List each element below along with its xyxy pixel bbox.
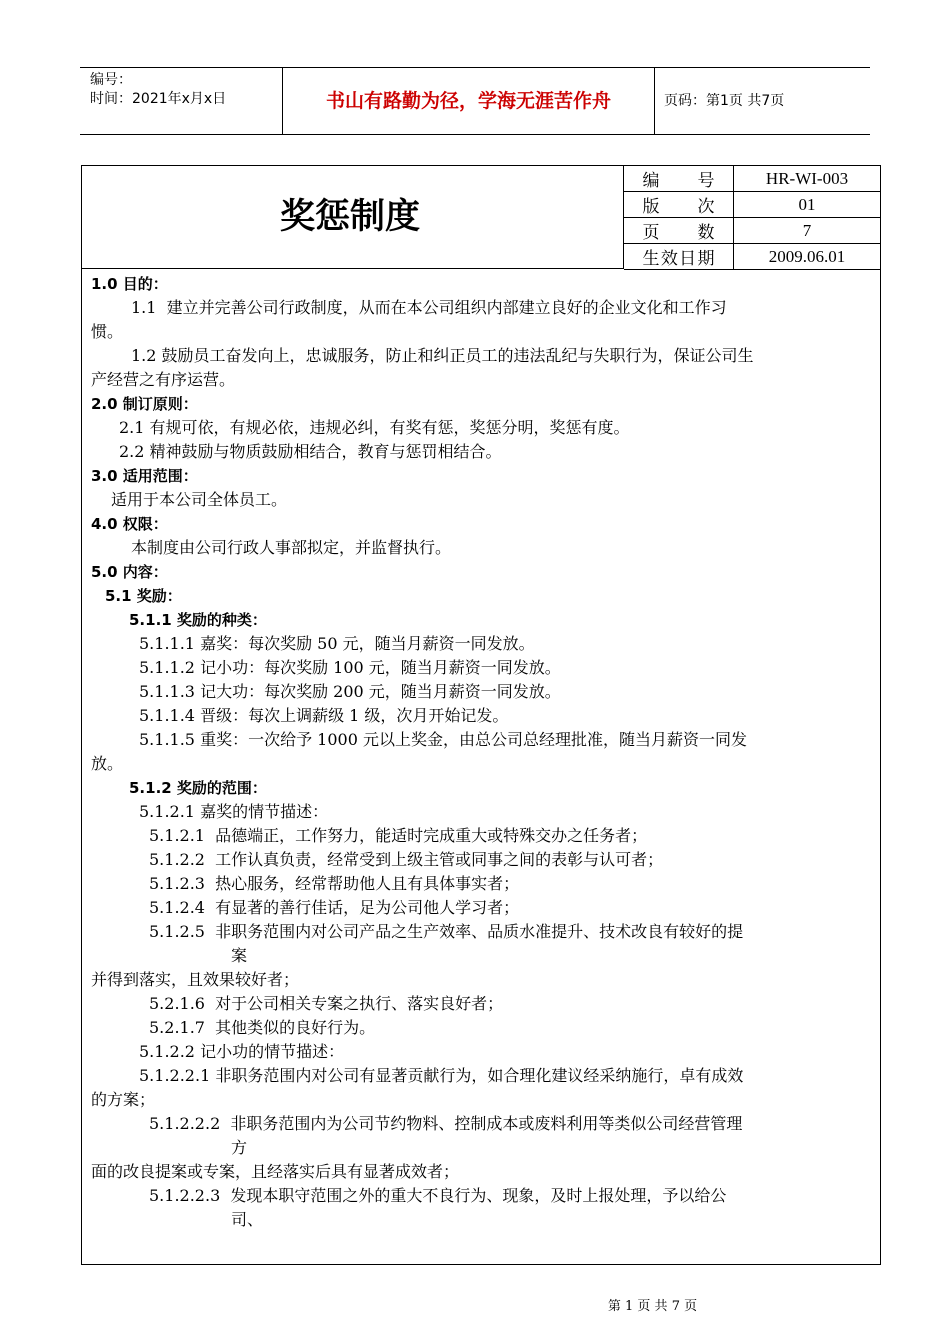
subsection-heading: 5.1.1 奖励的种类： [129,611,267,629]
subsection-heading: 5.1 奖励： [105,587,182,605]
paragraph-line: 5.1.2.3 热心服务，经常帮助他人且有具体事实者； [149,874,520,893]
paragraph-line: 1.1 建立并完善公司行政制度，从而在本公司组织内部建立良好的企业文化和工作习 [131,298,727,317]
meta-key: 编号 [642,171,715,191]
header-page-label: 页码：第1页 共7页 [664,93,785,109]
paragraph-line: 5.1.1.2 记小功：每次奖励 100 元，随当月薪资一同发放。 [139,658,561,677]
paragraph-line: 司、 [231,1210,264,1229]
section-heading: 3.0 适用范围： [91,467,198,485]
meta-key: 版次 [642,197,715,217]
paragraph-line: 5.1.1.5 重奖：一次给予 1000 元以上奖金，由总公司总经理批准，随当月薪资一同发 [139,730,747,749]
meta-row [624,166,880,192]
header-motto: 书山有路勤为径，学海无涯苦作舟 [283,68,655,134]
paragraph-line: 面的改良提案或专案，且经落实后具有显著成效者； [91,1162,460,1181]
section-heading: 4.0 权限： [91,515,168,533]
paragraph-line: 的方案； [91,1090,156,1109]
meta-value: 7 [734,218,881,244]
paragraph-line: 5.1.2.1 嘉奖的情节描述： [139,802,329,821]
section-heading: 5.0 内容： [91,563,168,581]
paragraph-line: 5.1.1.4 晋级：每次上调薪级 1 级，次月开始记发。 [139,706,509,725]
paragraph-line: 产经营之有序运营。 [91,370,236,389]
paragraph-line: 5.1.1.1 嘉奖：每次奖励 50 元，随当月薪资一同发放。 [139,634,535,653]
paragraph-line: 5.1.2.1 品德端正，工作努力，能适时完成重大或特殊交办之任务者； [149,826,648,845]
paragraph-line: 5.2.1.6 对于公司相关专案之执行、落实良好者； [149,994,504,1013]
paragraph-line: 方 [231,1138,248,1157]
paragraph-line: 放。 [91,754,124,773]
paragraph-line: 2.1 有规可依，有规必依，违规必纠，有奖有惩，奖惩分明，奖惩有度。 [119,418,630,437]
paragraph-line: 5.1.2.2.2 非职务范围内为公司节约物料、控制成本或废料利用等类似公司经营管理 [149,1114,743,1133]
document-meta-table [624,166,880,270]
meta-key: 页数 [642,223,715,243]
paragraph-line: 并得到落实，且效果较好者； [91,970,300,989]
paragraph-line: 5.1.2.5 非职务范围内对公司产品之生产效率、品质水准提升、技术改良有较好的提 [149,922,744,941]
paragraph-line: 2.2 精神鼓励与物质鼓励相结合，教育与惩罚相结合。 [119,442,502,461]
paragraph-line: 5.1.2.2.3 发现本职守范围之外的重大不良行为、现象，及时上报处理，予以给公 [149,1186,727,1205]
paragraph-line: 5.1.2.4 有显著的善行佳话，足为公司他人学习者； [149,898,520,917]
paragraph-line: 5.1.2.2 记小功的情节描述： [139,1042,345,1061]
paragraph-line: 惯。 [91,322,124,341]
section-heading: 2.0 制订原则： [91,395,198,413]
meta-key: 生效日期 [642,249,715,269]
paragraph-line: 5.2.1.7 其他类似的良好行为。 [149,1018,376,1037]
meta-row [624,192,880,218]
document-body [91,272,873,1232]
meta-value: 2009.06.01 [734,244,881,270]
number-label: 编号： [90,72,132,88]
meta-row [624,218,880,244]
subsection-heading: 5.1.2 奖励的范围： [129,779,267,797]
date-label: 时间：2021年x月x日 [90,91,227,107]
paragraph-line: 5.1.1.3 记大功：每次奖励 200 元，随当月薪资一同发放。 [139,682,561,701]
page-header [80,67,870,135]
document-title: 奖惩制度 [82,166,624,269]
paragraph-line: 案 [231,946,248,965]
meta-row [624,244,880,270]
paragraph-line: 适用于本公司全体员工。 [111,490,288,509]
section-heading: 1.0 目的： [91,275,168,293]
page-footer: 第 1 页 共 7 页 [607,1299,698,1314]
header-info [80,68,283,134]
paragraph-line: 5.1.2.2 工作认真负责，经常受到上级主管或同事之间的表彰与认可者； [149,850,664,869]
meta-value: 01 [734,192,881,218]
paragraph-line: 1.2 鼓励员工奋发向上，忠诚服务，防止和纠正员工的违法乱纪与失职行为，保证公司生 [131,346,754,365]
meta-value: HR-WI-003 [734,166,881,192]
document-box [81,165,881,1265]
paragraph-line: 5.1.2.2.1 非职务范围内对公司有显著贡献行为，如合理化建议经采纳施行，卓有成效 [139,1066,744,1085]
paragraph-line: 本制度由公司行政人事部拟定，并监督执行。 [131,538,452,557]
